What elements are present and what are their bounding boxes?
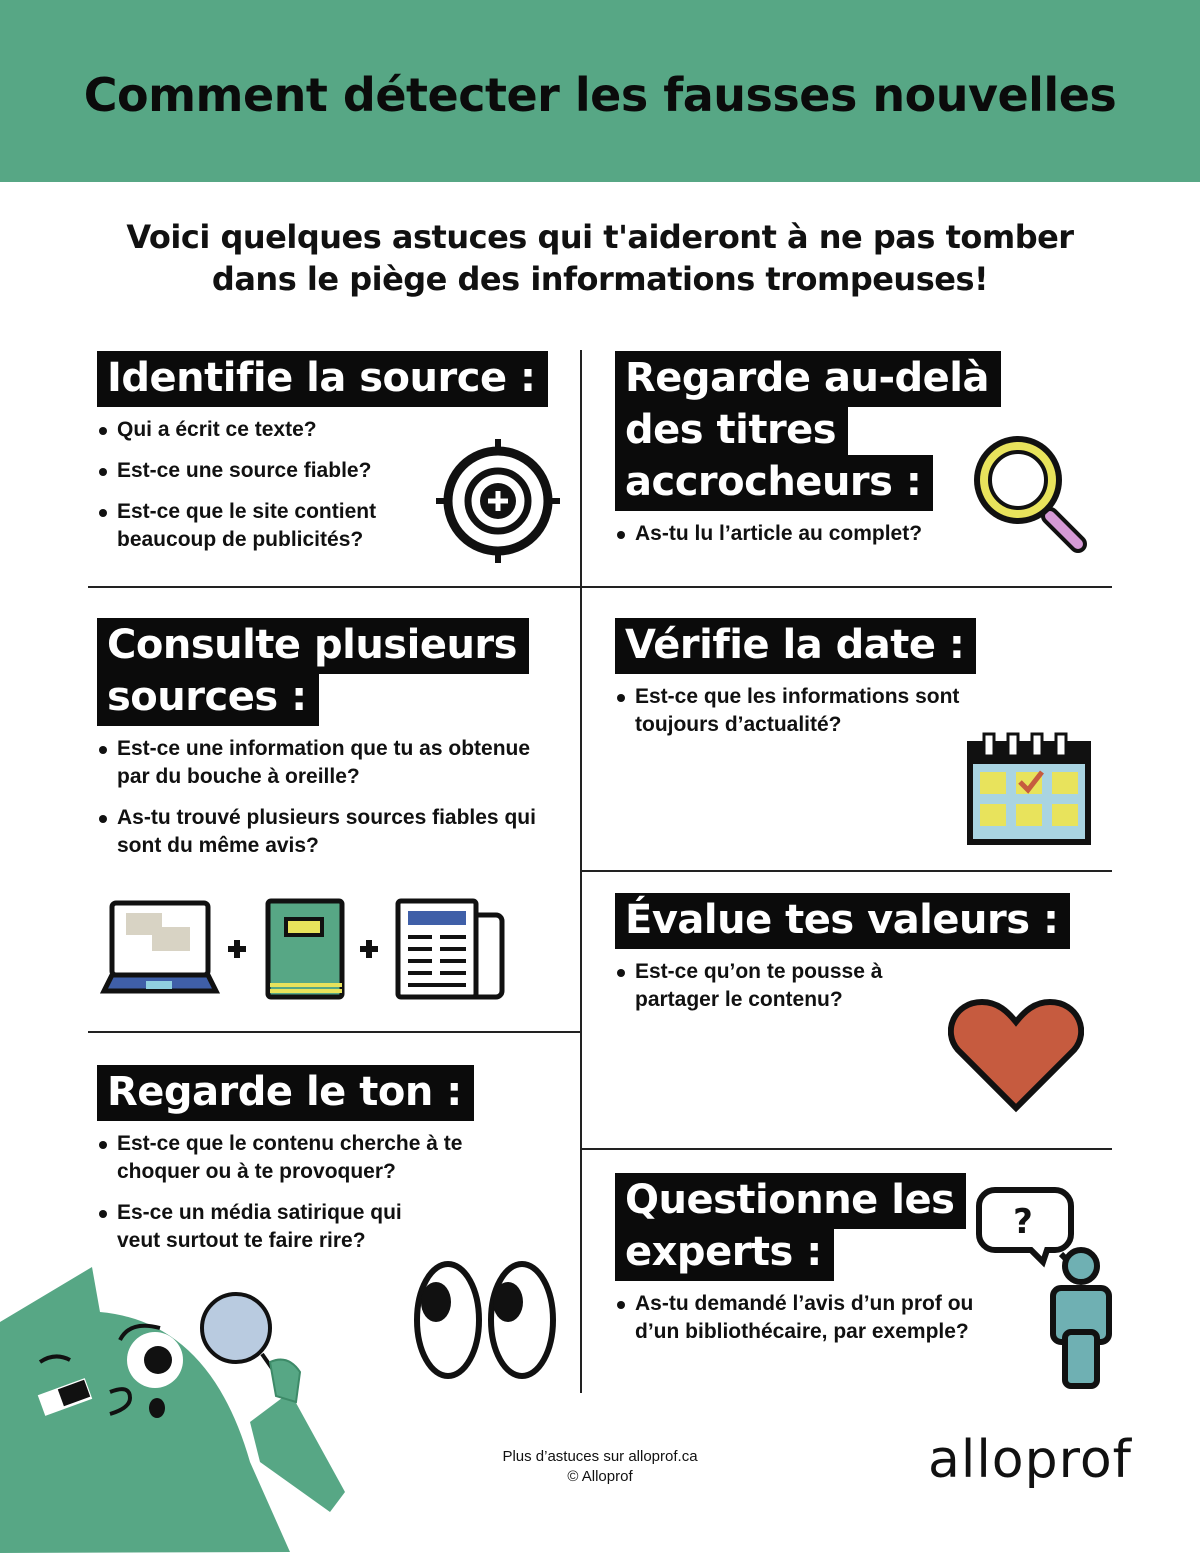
section-tone bbox=[97, 1066, 537, 1268]
section-experts bbox=[615, 1174, 1035, 1359]
bullet: Est-ce que le site contient beaucoup de publicités? bbox=[97, 498, 432, 554]
bullet: As-tu trouvé plusieurs sources fiables qui sont du même avis? bbox=[97, 804, 537, 860]
section-heading: Questionne les experts : bbox=[615, 1174, 1035, 1278]
divider bbox=[581, 870, 1112, 872]
copyright: © Alloprof bbox=[567, 1468, 633, 1485]
footer-credits bbox=[400, 1447, 800, 1487]
bullet: Est-ce une source fiable? bbox=[97, 457, 432, 485]
section-heading: Regarde au-delà des titres accrocheurs : bbox=[615, 352, 1035, 508]
header-banner bbox=[0, 0, 1200, 182]
section-headlines bbox=[615, 352, 1035, 561]
bullet: Est-ce une information que tu as obtenue par du bouche à oreille? bbox=[97, 735, 537, 791]
section-heading: Vérifie la date : bbox=[615, 619, 995, 671]
mascot-character bbox=[0, 1262, 350, 1553]
section-heading: Évalue tes valeurs : bbox=[615, 894, 1075, 946]
alloprof-logo: alloprof bbox=[928, 1430, 1132, 1490]
laptop-book-newspaper-icon bbox=[100, 897, 510, 1002]
section-identify-source bbox=[97, 352, 557, 567]
footer-link-text: Plus d’astuces sur alloprof.ca bbox=[502, 1448, 698, 1465]
section-values bbox=[615, 894, 1075, 1027]
divider bbox=[581, 1148, 1112, 1150]
divider bbox=[88, 586, 1112, 588]
section-heading: Regarde le ton : bbox=[97, 1066, 537, 1118]
bullet: As-tu demandé l’avis d’un prof ou d’un bibliothécaire, par exemple? bbox=[615, 1290, 1005, 1346]
bullet: Es-ce un média satirique qui veut surtout te faire rire? bbox=[97, 1199, 407, 1255]
section-heading: Identifie la source : bbox=[97, 352, 557, 404]
svg-text:?: ? bbox=[1013, 1202, 1033, 1242]
bullet: Est-ce que le contenu cherche à te choquer ou à te provoquer? bbox=[97, 1130, 517, 1186]
intro-line: dans le piège des informations trompeuses! bbox=[211, 260, 989, 298]
section-check-date bbox=[615, 619, 995, 752]
bullet: Qui a écrit ce texte? bbox=[97, 416, 432, 444]
section-multiple-sources bbox=[97, 619, 557, 873]
page-title: Comment détecter les fausses nouvelles bbox=[83, 68, 1117, 122]
bullet: As-tu lu l’article au complet? bbox=[615, 520, 1035, 548]
divider bbox=[88, 1031, 581, 1033]
intro-text bbox=[0, 216, 1200, 300]
bullet: Est-ce que les informations sont toujours d’actualité? bbox=[615, 683, 965, 739]
eyes-icon bbox=[412, 1260, 560, 1380]
intro-line: Voici quelques astuces qui t'aideront à ne pas tomber bbox=[126, 218, 1074, 256]
section-heading: Consulte plusieurs sources : bbox=[97, 619, 557, 723]
bullet: Est-ce qu’on te pousse à partager le contenu? bbox=[615, 958, 915, 1014]
